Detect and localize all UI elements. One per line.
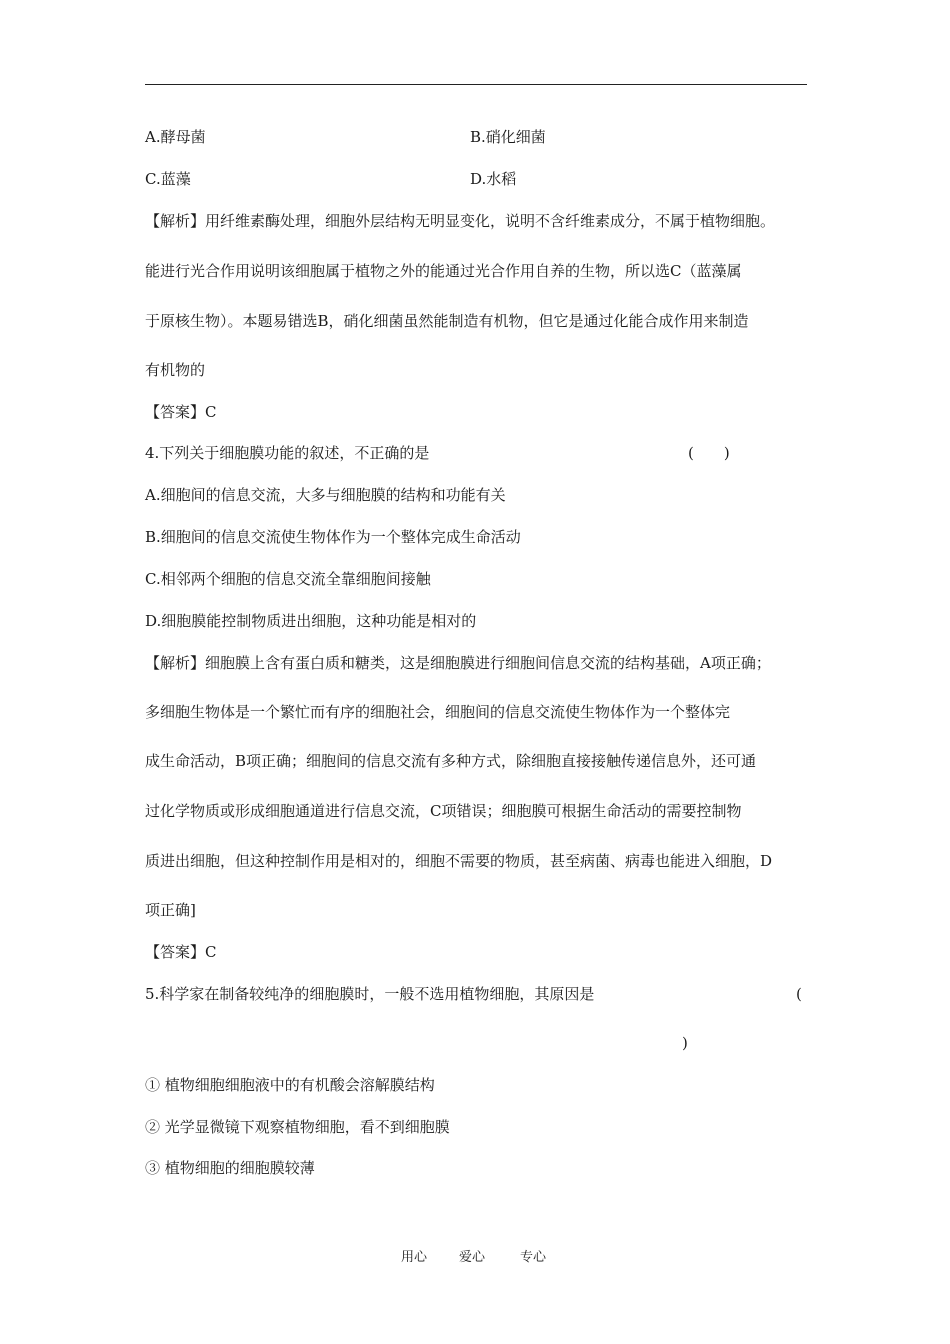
- q4-analysis-line: 质进出细胞，但这种控制作用是相对的，细胞不需要的物质，甚至病菌、病毒也能进入细胞，D: [145, 852, 773, 870]
- q4-analysis-line: 【解析】细胞膜上含有蛋白质和糖类，这是细胞膜进行细胞间信息交流的结构基础，A项正确；: [145, 654, 771, 672]
- footer-text: 爱心: [459, 1250, 486, 1265]
- q4-option-b: B.细胞间的信息交流使生物体作为一个整体完成生命活动: [145, 528, 521, 546]
- q4-option-d: D.细胞膜能控制物质进出细胞，这种功能是相对的: [145, 612, 477, 630]
- q3-analysis-line: 能进行光合作用说明该细胞属于植物之外的能通过光合作用自养的生物，所以选C（蓝藻属: [145, 262, 742, 280]
- q5-item: ③ 植物细胞的细胞膜较薄: [145, 1159, 315, 1177]
- q5-paren-open: (: [796, 985, 802, 1003]
- q3-analysis-line: 于原核生物）。本题易错选B，硝化细菌虽然能制造有机物，但它是通过化能合成作用来制造: [145, 312, 749, 330]
- q4-analysis-line: 多细胞生物体是一个繁忙而有序的细胞社会，细胞间的信息交流使生物体作为一个整体完: [145, 703, 731, 721]
- q3-analysis-line: 有机物的: [145, 361, 206, 379]
- q4-option-a: A.细胞间的信息交流，大多与细胞膜的结构和功能有关: [145, 486, 506, 504]
- q5-item: ② 光学显微镜下观察植物细胞，看不到细胞膜: [145, 1118, 450, 1136]
- q3-answer: 【答案】C: [145, 403, 217, 421]
- q3-option-b: B.硝化细菌: [470, 128, 546, 146]
- q4-analysis-line: 项正确]: [145, 901, 196, 919]
- q4-analysis-line: 过化学物质或形成细胞通道进行信息交流，C项错误；细胞膜可根据生命活动的需要控制物: [145, 802, 742, 820]
- q4-option-c: C.相邻两个细胞的信息交流全靠细胞间接触: [145, 570, 431, 588]
- q3-option-d: D.水稻: [470, 170, 517, 188]
- q4-answer: 【答案】C: [145, 943, 217, 961]
- q4-analysis-line: 成生命活动，B项正确；细胞间的信息交流有多种方式，除细胞直接接触传递信息外，还可通: [145, 752, 757, 770]
- q3-option-c: C.蓝藻: [145, 170, 191, 188]
- footer-text: 用心: [401, 1250, 428, 1265]
- q5-stem: 5.科学家在制备较纯净的细胞膜时，一般不选用植物细胞，其原因是: [145, 985, 595, 1003]
- q5-paren-close: ): [682, 1034, 688, 1052]
- header-rule: [145, 84, 807, 85]
- q4-answer-paren: ( ): [688, 444, 730, 462]
- footer-text: 专心: [520, 1250, 547, 1265]
- q4-stem: 4.下列关于细胞膜功能的叙述，不正确的是: [145, 444, 430, 462]
- q3-option-a: A.酵母菌: [145, 128, 206, 146]
- q5-item: ① 植物细胞细胞液中的有机酸会溶解膜结构: [145, 1076, 435, 1094]
- q3-analysis-line: 【解析】用纤维素酶处理，细胞外层结构无明显变化，说明不含纤维素成分，不属于植物细胞。: [145, 212, 776, 230]
